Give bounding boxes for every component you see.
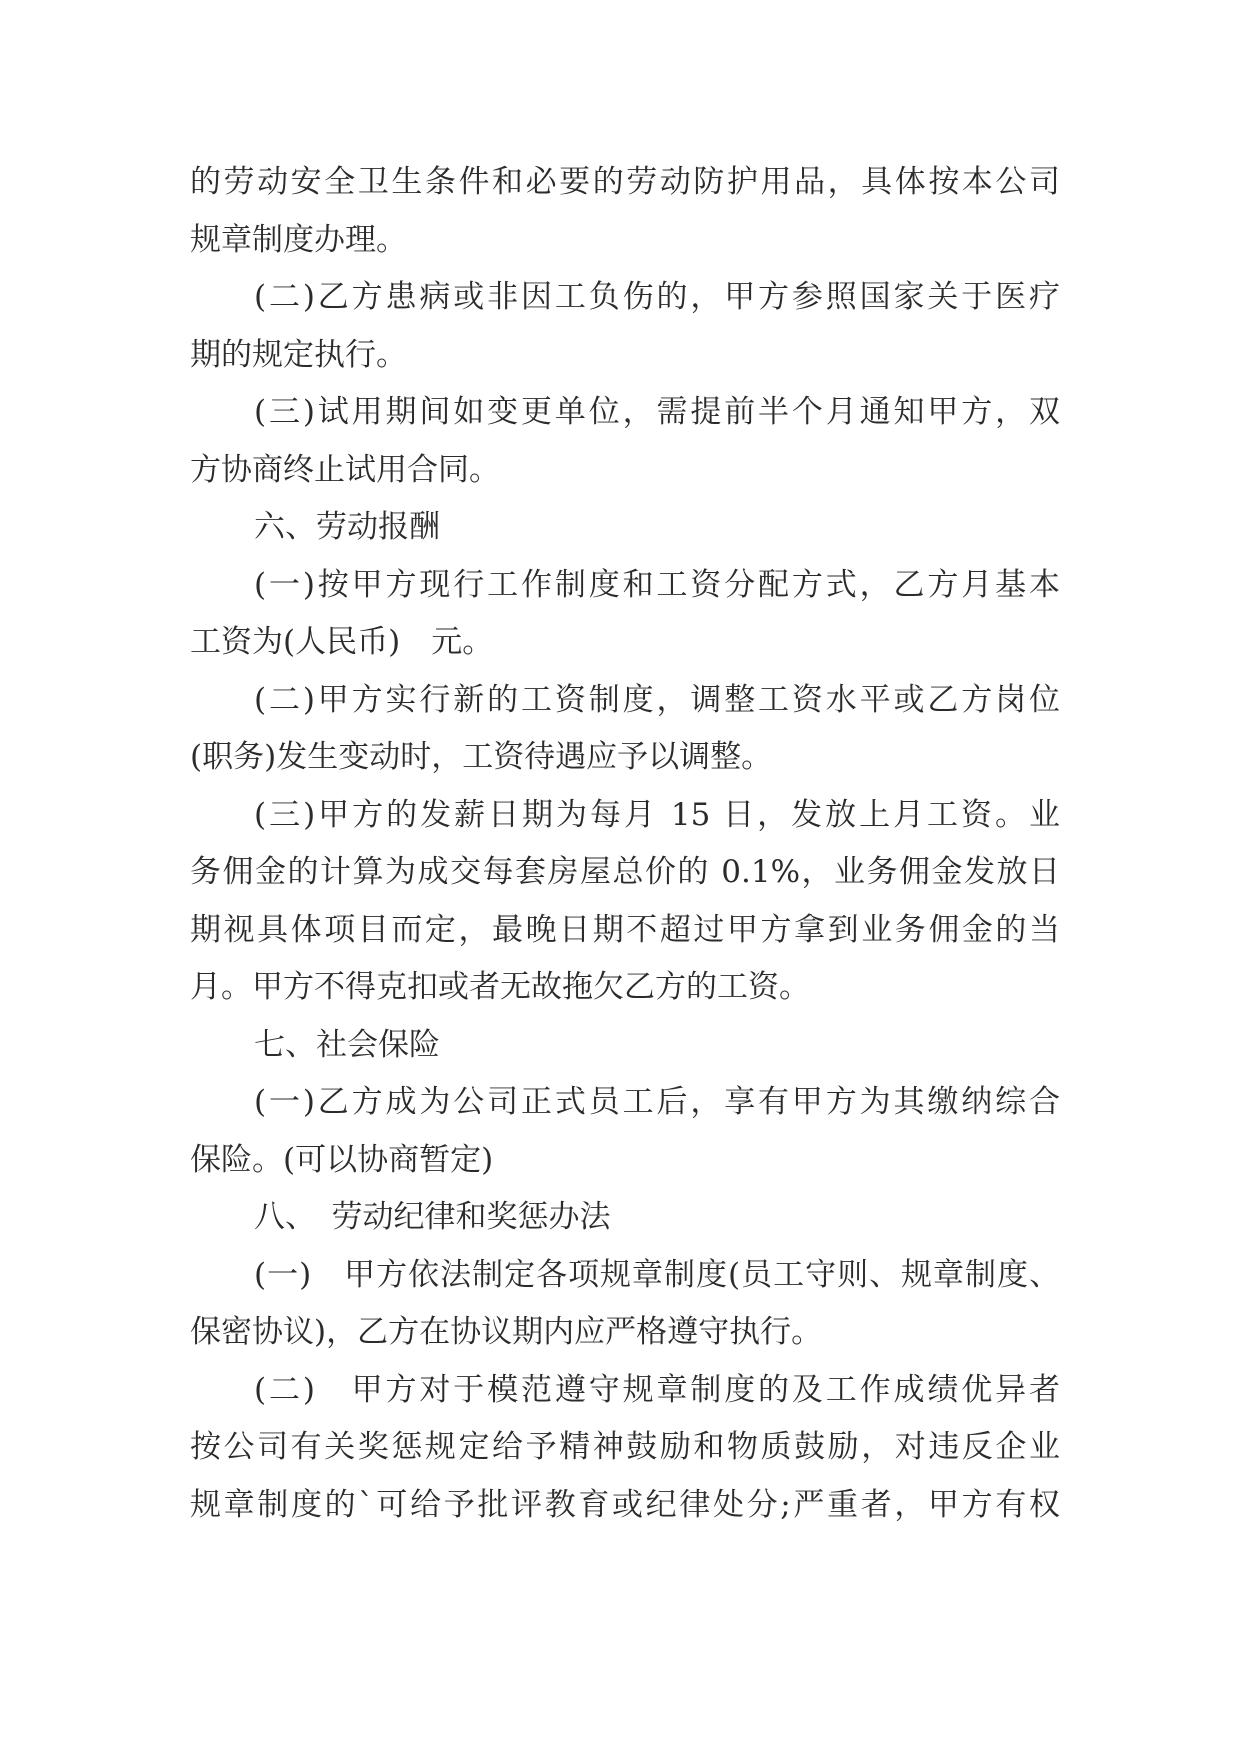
text-line: 规章制度的`可给予批评教育或纪律处分;严重者，甲方有权 [190, 1486, 1060, 1523]
text-line: 规章制度办理。 [190, 221, 407, 258]
section-heading: 六、劳动报酬 [254, 509, 440, 545]
text-line: 期的规定执行。 [190, 336, 407, 373]
text-line: 务佣金的计算为成交每套房屋总价的 0.1%，业务佣金发放日 [190, 854, 1060, 890]
text-line: 月。甲方不得克扣或者无故拖欠乙方的工资。 [190, 969, 810, 1005]
text-line: (一) 甲方依法制定各项规章制度(员工守则、规章制度、 [254, 1256, 1060, 1293]
section-heading: 八、 劳动纪律和奖惩办法 [254, 1199, 611, 1235]
text-line: 期视具体项目而定，最晚日期不超过甲方拿到业务佣金的当 [190, 911, 1060, 948]
text-line: (三)甲方的发薪日期为每月 15 日，发放上月工资。业 [254, 796, 1060, 833]
text-line: 的劳动安全卫生条件和必要的劳动防护用品，具体按本公司 [190, 164, 1060, 200]
text-line: (三)试用期间如变更单位，需提前半个月通知甲方，双 [254, 394, 1060, 430]
section-heading: 七、社会保险 [254, 1026, 440, 1063]
text-line: (二)甲方实行新的工资制度，调整工资水平或乙方岗位 [254, 681, 1060, 718]
text-line: 工资为(人民币) 元。 [190, 624, 494, 660]
text-line: (一)乙方成为公司正式员工后，享有甲方为其缴纳综合 [254, 1084, 1060, 1120]
text-line: 保险。(可以协商暂定) [190, 1141, 494, 1178]
text-line: 保密协议)，乙方在协议期内应严格遵守执行。 [190, 1314, 823, 1350]
document-page [190, 154, 1060, 1534]
text-line: (一)按甲方现行工作制度和工资分配方式，乙方月基本 [254, 566, 1060, 603]
text-line: (二)乙方患病或非因工负伤的，甲方参照国家关于医疗 [254, 279, 1060, 315]
text-line: (二) 甲方对于模范遵守规章制度的及工作成绩优异者 [254, 1371, 1060, 1408]
text-line: 方协商终止试用合同。 [190, 451, 500, 488]
text-line: (职务)发生变动时，工资待遇应予以调整。 [190, 739, 773, 775]
text-line: 按公司有关奖惩规定给予精神鼓励和物质鼓励，对违反企业 [190, 1429, 1060, 1465]
